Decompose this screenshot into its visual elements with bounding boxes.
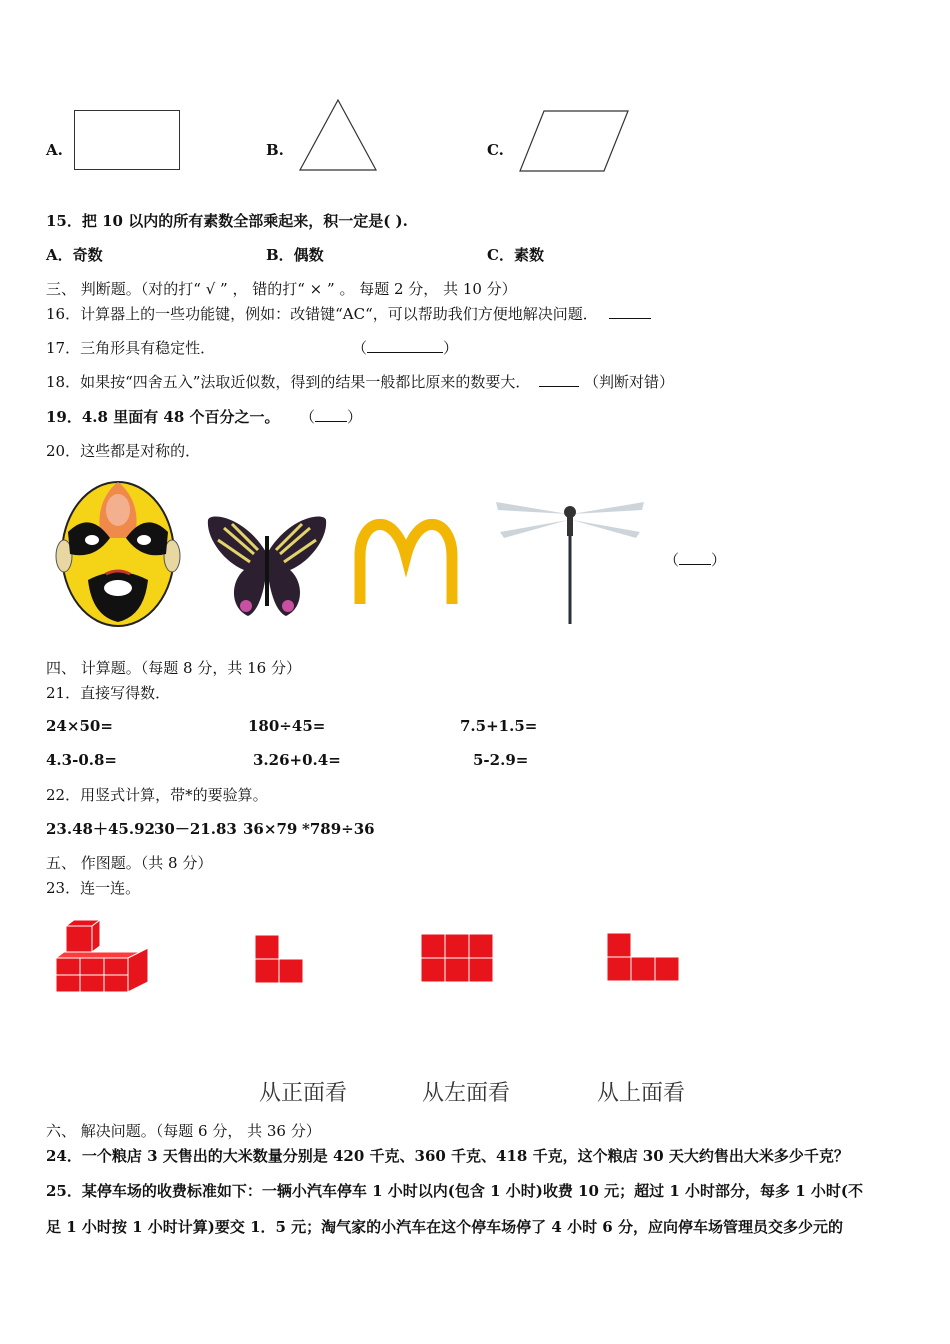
q20-paren-close: ）: [711, 551, 727, 569]
cube-stack-3d-image: [52, 918, 152, 994]
q22-text: 22．用竖式计算，带*的要验算。: [46, 786, 268, 804]
q22-expr: 36×79: [243, 820, 298, 838]
butterfly-image: [204, 512, 330, 620]
q21-expr: 180÷45=: [248, 717, 326, 735]
option-a-label: A.: [46, 141, 63, 159]
q19-text: 19．4.8 里面有 48 个百分之一。: [46, 408, 280, 426]
q16-text: 16．计算器上的一些功能键，例如：改错键“AC“，可以帮助我们方便地解决问题．: [46, 305, 598, 323]
q19-answer-blank[interactable]: [315, 407, 347, 422]
q15-text: 15．把 10 以内的所有素数全部乘起来，积一定是( ).: [46, 212, 408, 230]
mcdonalds-logo-image: [354, 516, 458, 606]
q15-option-c: C．素数: [487, 246, 544, 264]
section4-title: 四、 计算题。（每题 8 分，共 16 分）: [46, 659, 301, 677]
q18-suffix: （判断对错）: [584, 373, 675, 391]
parallelogram-shape: [518, 110, 630, 172]
section5-title: 五、 作图题。（共 8 分）: [46, 854, 213, 872]
q17-paren-open: （: [352, 339, 368, 357]
q15-option-b: B．偶数: [266, 246, 324, 264]
q20-answer[interactable]: [664, 550, 726, 570]
q17-answer-blank[interactable]: [367, 338, 443, 353]
rectangle-shape: [74, 110, 180, 170]
option-b-label: B.: [266, 141, 284, 159]
view-shape-long-l: [606, 932, 680, 982]
q18-text: 18．如果按“四舍五入”法取近似数，得到的结果一般都比原来的数要大．: [46, 373, 531, 391]
triangle-shape: [298, 98, 378, 172]
q22-expr: 23.48＋45.92: [46, 820, 155, 838]
q21-expr: 4.3-0.8=: [46, 751, 117, 769]
q20-paren-open: （: [664, 551, 680, 569]
q25-line2: 足 1 小时按 1 小时计算)要交 1．5 元；淘气家的小汽车在这个停车场停了 4 小时 6 分，应向停车场管理员交多少元的: [46, 1218, 843, 1236]
section3-title: 三、 判断题。（对的打“ √ ” ， 错的打“ × ” 。 每题 2 分， 共 10 分）: [46, 280, 517, 298]
q25-line1: 25．某停车场的收费标准如下：一辆小汽车停车 1 小时以内(包含 1 小时)收费 10 元；超过 1 小时部分，每多 1 小时(不: [46, 1182, 864, 1200]
q16-answer-blank[interactable]: [609, 304, 651, 319]
q20-answer-blank[interactable]: [679, 550, 711, 565]
q21-expr: 5-2.9=: [473, 751, 529, 769]
q18-answer-blank[interactable]: [539, 372, 579, 387]
view-label-front: 从正面看: [259, 1081, 348, 1106]
q18-row: [46, 372, 674, 392]
q17-text: 17．三角形具有稳定性．: [46, 339, 216, 357]
opera-mask-image: [54, 476, 182, 628]
q20-text: 20．这些都是对称的．: [46, 442, 201, 460]
view-label-left: 从左面看: [422, 1081, 511, 1106]
q23-text: 23．连一连。: [46, 879, 141, 897]
q21-text: 21．直接写得数．: [46, 684, 171, 702]
q21-expr: 24×50=: [46, 717, 113, 735]
q16-row: [46, 304, 651, 324]
q21-expr: 3.26+0.4=: [253, 751, 341, 769]
view-shape-grid: [420, 933, 494, 983]
section6-title: 六、 解决问题。（每题 6 分， 共 36 分）: [46, 1122, 321, 1140]
q17-answer[interactable]: [352, 338, 458, 358]
dragonfly-image: [490, 492, 650, 628]
q19-answer[interactable]: [300, 407, 362, 427]
option-c-label: C.: [487, 141, 504, 159]
q24-text: 24．一个粮店 3 天售出的大米数量分别是 420 千克、360 千克、418 千克，这个粮店 30 天大约售出大米多少千克？: [46, 1147, 849, 1165]
q19-paren-open: （: [300, 408, 316, 426]
view-shape-l: [254, 934, 306, 986]
q17-paren-close: ）: [443, 339, 459, 357]
q22-expr: 30－21.83: [154, 820, 237, 838]
q21-expr: 7.5+1.5=: [460, 717, 538, 735]
q22-expr: *789÷36: [302, 820, 375, 838]
q15-option-a: A．奇数: [46, 246, 103, 264]
q19-paren-close: ）: [347, 408, 363, 426]
view-label-top: 从上面看: [597, 1081, 686, 1106]
